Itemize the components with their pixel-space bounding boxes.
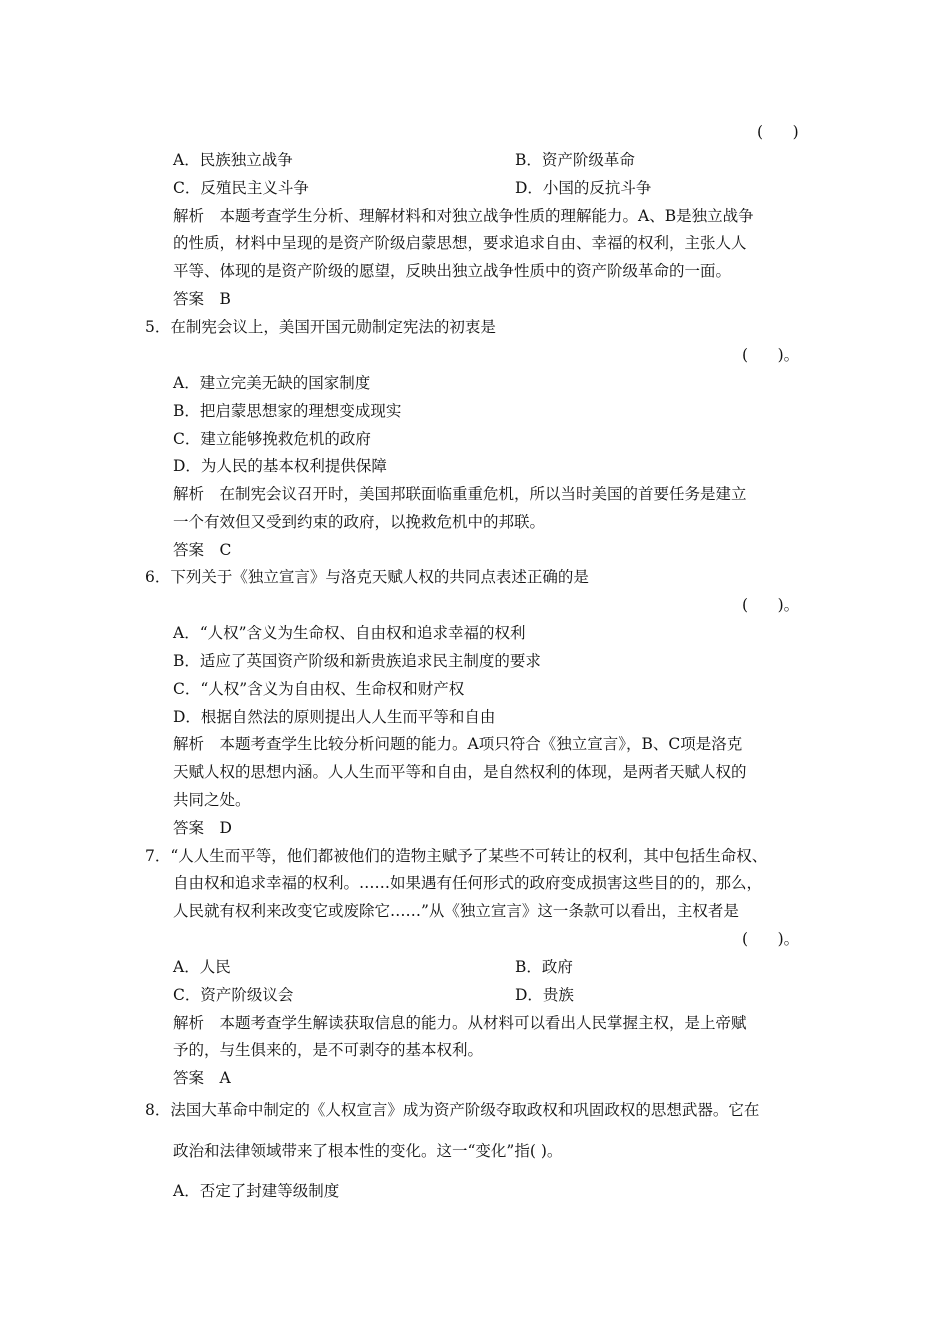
q5-analysis-line: 一个有效但又受到约束的政府，以挽救危机中的邦联。 — [173, 513, 546, 531]
q5-analysis-line: 解析 在制宪会议召开时，美国邦联面临重重危机，所以当时美国的首要任务是建立 — [173, 485, 747, 503]
q7-option-c: C．资产阶级议会 — [173, 986, 294, 1004]
q7-option-a: A．人民 — [173, 958, 231, 976]
q5-option-c: C．建立能够挽救危机的政府 — [173, 430, 371, 448]
q7-option-b: B．政府 — [515, 958, 573, 976]
q4-option-a: A．民族独立战争 — [173, 151, 293, 169]
q5-option-b: B．把启蒙思想家的理想变成现实 — [173, 402, 402, 420]
q7-option-d: D．贵族 — [515, 986, 574, 1004]
q4-analysis-line: 平等、体现的是资产阶级的愿望，反映出独立战争性质中的资产阶级革命的一面。 — [173, 262, 732, 280]
q7-answer: 答案 A — [173, 1069, 231, 1087]
q6-answer: 答案 D — [173, 819, 232, 837]
q4-answer: 答案 B — [173, 290, 231, 308]
q6-stem: 6．下列关于《独立宣言》与洛克天赋人权的共同点表述正确的是 — [145, 568, 589, 586]
q4-analysis-line: 的性质，材料中呈现的是资产阶级启蒙思想，要求追求自由、幸福的权利，主张人人 — [173, 234, 747, 252]
q7-stem-line: 自由权和追求幸福的权利。……如果遇有任何形式的政府变成损害这些目的的，那么， — [173, 874, 763, 892]
q8-option-a: A．否定了封建等级制度 — [173, 1182, 340, 1200]
q4-answer-bracket: ( ) — [757, 123, 799, 141]
q7-stem-line: 7．“人人生而平等，他们都被他们的造物主赋予了某些不可转让的权利，其中包括生命权、 — [145, 847, 768, 865]
q6-option-a: A．“人权”含义为生命权、自由权和追求幸福的权利 — [173, 624, 526, 642]
q7-analysis-line: 予的，与生俱来的，是不可剥夺的基本权利。 — [173, 1041, 484, 1059]
q8-stem-line: 8．法国大革命中制定的《人权宣言》成为资产阶级夺取政权和巩固政权的思想武器。它在 — [145, 1101, 760, 1119]
q5-stem: 5．在制宪会议上，美国开国元勋制定宪法的初衷是 — [145, 318, 496, 336]
q6-analysis-line: 共同之处。 — [173, 791, 251, 809]
q7-answer-bracket: ( )。 — [742, 930, 800, 948]
q6-analysis-line: 解析 本题考查学生比较分析问题的能力。A项只符合《独立宣言》，B、C项是洛克 — [173, 735, 743, 753]
q4-option-b: B．资产阶级革命 — [515, 151, 635, 169]
q6-answer-bracket: ( )。 — [742, 596, 800, 614]
q8-stem-line: 政治和法律领域带来了根本性的变化。这一“变化”指( )。 — [173, 1142, 563, 1160]
q5-answer: 答案 C — [173, 541, 232, 559]
q6-option-c: C．“人权”含义为自由权、生命权和财产权 — [173, 680, 465, 698]
q7-analysis-line: 解析 本题考查学生解读获取信息的能力。从材料可以看出人民掌握主权，是上帝赋 — [173, 1014, 747, 1032]
q5-option-d: D．为人民的基本权利提供保障 — [173, 457, 387, 475]
q6-option-d: D．根据自然法的原则提出人人生而平等和自由 — [173, 708, 496, 726]
q5-answer-bracket: ( )。 — [742, 346, 800, 364]
q5-option-a: A．建立完美无缺的国家制度 — [173, 374, 371, 392]
q4-option-d: D．小国的反抗斗争 — [515, 179, 652, 197]
q4-analysis-line: 解析 本题考查学生分析、理解材料和对独立战争性质的理解能力。A、B是独立战争 — [173, 207, 754, 225]
q7-stem-line: 人民就有权利来改变它或废除它……”从《独立宣言》这一条款可以看出，主权者是 — [173, 902, 739, 920]
q6-option-b: B．适应了英国资产阶级和新贵族追求民主制度的要求 — [173, 652, 541, 670]
q4-option-c: C．反殖民主义斗争 — [173, 179, 309, 197]
q6-analysis-line: 天赋人权的思想内涵。人人生而平等和自由，是自然权利的体现，是两者天赋人权的 — [173, 763, 747, 781]
